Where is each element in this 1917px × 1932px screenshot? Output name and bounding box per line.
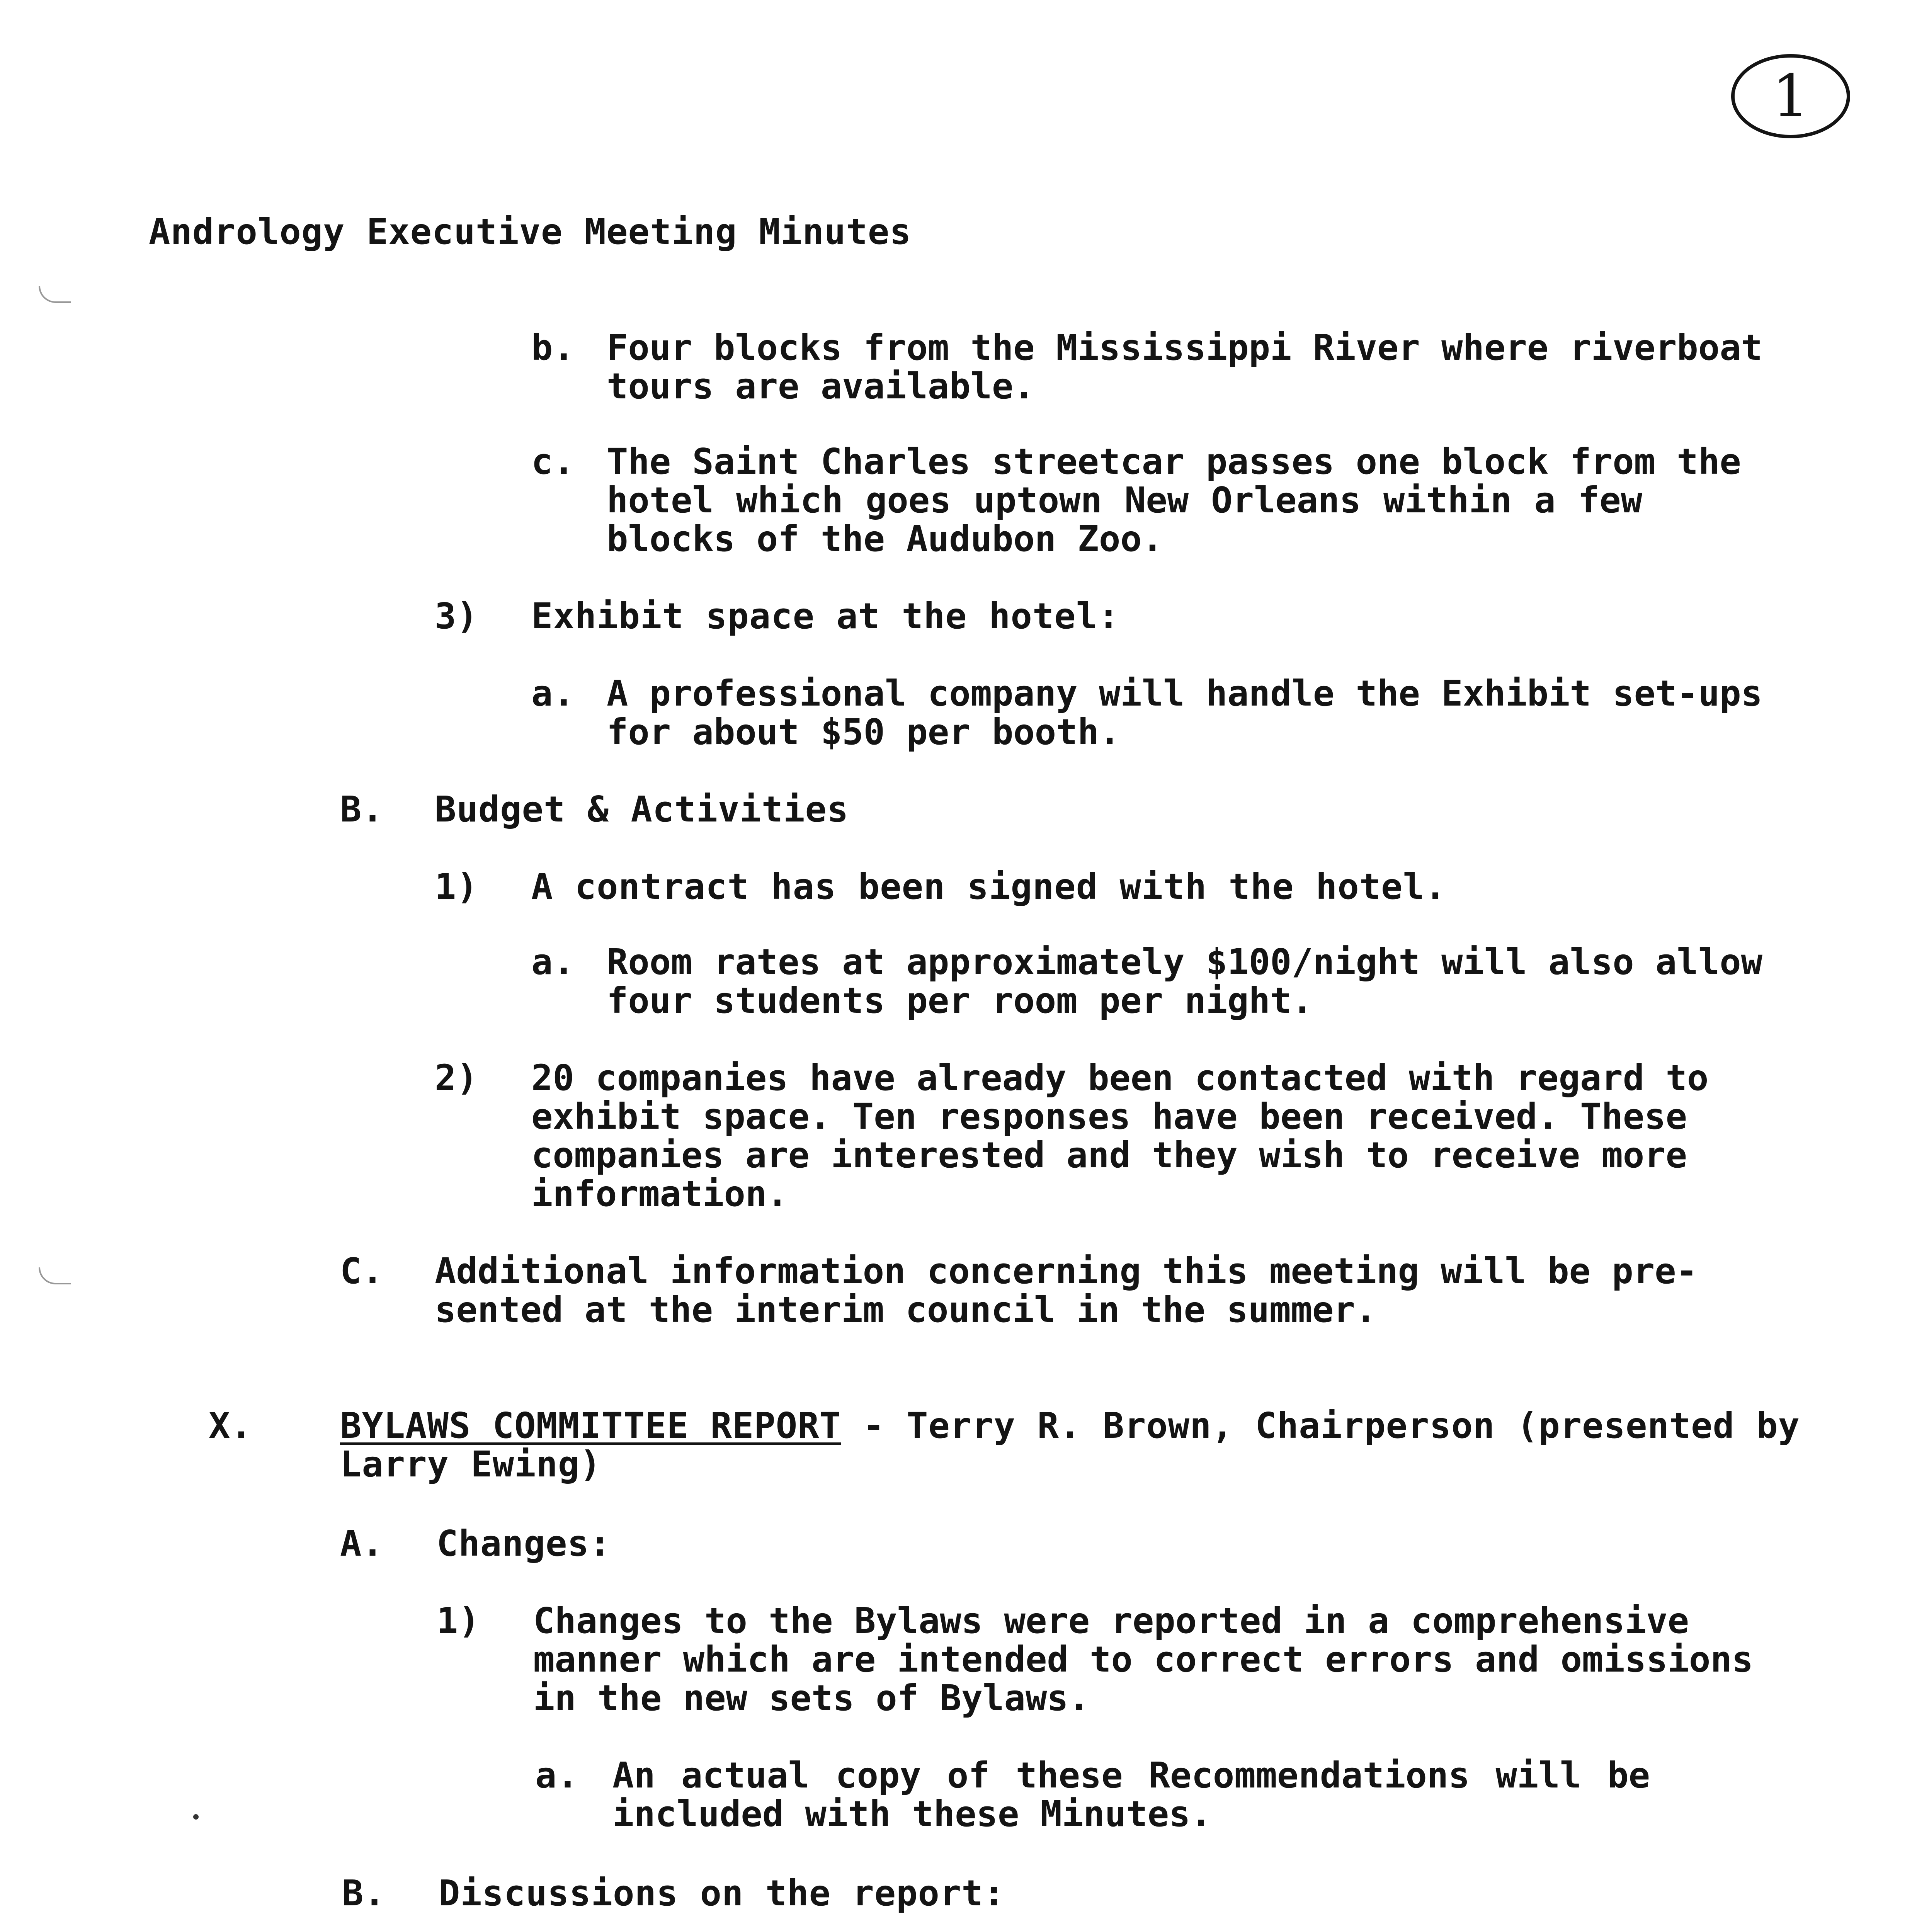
text-line: Room rates at approximately $100/night will also allow (607, 941, 1762, 983)
budget-item-1: A contract has been signed with the hotel. (531, 866, 1447, 907)
circled-page-number: 1 (1731, 54, 1850, 138)
text-line: included with these Minutes. (612, 1793, 1212, 1835)
list-marker: b. (531, 327, 575, 368)
text-line: hotel which goes uptown New Orleans within a few (607, 480, 1642, 521)
text-line: Additional information concerning this meeting will be pre- (435, 1250, 1698, 1292)
scan-speck (193, 1814, 199, 1820)
text-line: blocks of the Audubon Zoo. (607, 518, 1163, 560)
list-marker: a. (531, 941, 575, 983)
text-line: Four blocks from the Mississippi River where riverboat (607, 327, 1762, 368)
text-line: sented at the interim council in the summer. (435, 1289, 1377, 1330)
hotel-item-b (607, 327, 1762, 407)
section-marker: C. (340, 1250, 384, 1292)
list-marker: 1) (437, 1600, 480, 1641)
list-marker: a. (531, 673, 575, 714)
list-marker: c. (531, 441, 575, 482)
text-line: A professional company will handle the Exhibit set-ups (607, 673, 1762, 714)
changes-item-1 (533, 1600, 1754, 1719)
discussions-heading: Discussions on the report: (439, 1872, 1005, 1914)
section-marker: B. (340, 789, 384, 830)
text-line: The Saint Charles streetcar passes one block from the (607, 441, 1741, 482)
text-line: manner which are intended to correct errors and omissions (533, 1639, 1754, 1680)
text-line: in the new sets of Bylaws. (533, 1677, 1090, 1719)
budget-item-2 (531, 1057, 1709, 1214)
section-marker: B. (342, 1872, 386, 1914)
budget-item-1a (607, 941, 1762, 1021)
scan-mark (39, 1267, 71, 1284)
hotel-item-c (607, 441, 1741, 560)
text-line: An actual copy of these Recommendations will be (612, 1755, 1650, 1796)
changes-heading: Changes: (437, 1523, 611, 1564)
list-marker: 3) (435, 595, 478, 637)
text-line: companies are interested and they wish to receive more (531, 1134, 1687, 1176)
text-line: exhibit space. Ten responses have been received. These (531, 1096, 1687, 1137)
list-marker: 2) (435, 1057, 478, 1099)
text-line: tours are available. (607, 366, 1035, 407)
bylaws-title: BYLAWS COMMITTEE REPORT (340, 1405, 841, 1446)
list-marker: 1) (435, 866, 478, 907)
section-marker: A. (340, 1523, 384, 1564)
bylaws-heading-line (340, 1406, 1800, 1445)
text-line: four students per room per night. (607, 980, 1313, 1021)
document-header: Andrology Executive Meeting Minutes (149, 211, 912, 252)
additional-info (435, 1250, 1698, 1330)
scan-mark (39, 286, 71, 303)
list-marker: a. (535, 1755, 579, 1796)
exhibit-heading: Exhibit space at the hotel: (531, 595, 1120, 637)
text-line: information. (531, 1173, 788, 1214)
bylaws-presenter: - Terry R. Brown, Chairperson (presented by (841, 1405, 1800, 1446)
text-line: for about $50 per booth. (607, 711, 1121, 753)
changes-item-1a (612, 1756, 1650, 1833)
bylaws-heading-line2: Larry Ewing) (340, 1444, 602, 1485)
text-line: Changes to the Bylaws were reported in a comprehensive (533, 1600, 1689, 1641)
budget-heading: Budget & Activities (435, 789, 849, 830)
exhibit-item-a (607, 673, 1762, 753)
section-number: X. (209, 1405, 252, 1446)
text-line: 20 companies have already been contacted with regard to (531, 1057, 1709, 1099)
